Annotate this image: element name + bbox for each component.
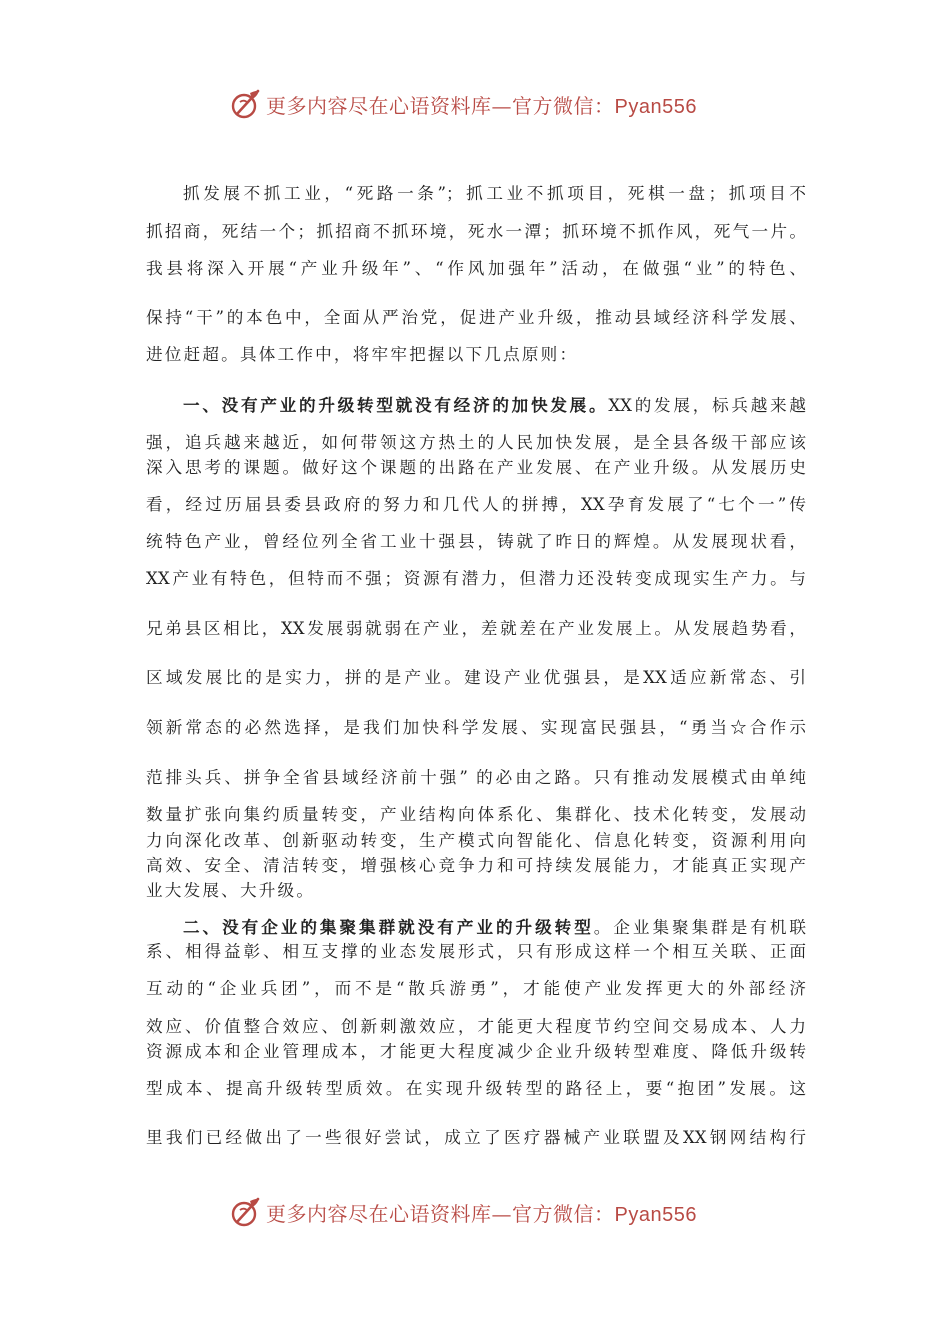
text-line: [183, 915, 806, 940]
text-line: 型成本、提高升级转型质效。在实现升级转型的路径上，要“抱团”发展。这: [146, 1079, 806, 1098]
text-line: 效应、价值整合效应、创新刺激效应，才能更大程度节约空间交易成本、人力: [146, 1017, 806, 1036]
text-line: 区域发展比的是实力，拼的是产业。建设产业优强县，是XX适应新常态、引: [146, 668, 806, 687]
text-span: 。企业集聚集群是有机联: [593, 918, 807, 937]
quill-seal-icon: [228, 87, 262, 121]
text-line: 里我们已经做出了一些很好尝试，成立了医疗器械产业联盟及XX钢网结构行: [146, 1128, 806, 1147]
text-line: 领新常态的必然选择，是我们加快科学发展、实现富民强县，“勇当☆合作示: [146, 718, 806, 737]
text-span: XX的发展，标兵越来越: [608, 396, 806, 415]
text-line: 抓招商，死结一个；抓招商不抓环境，死水一潭；抓环境不抓作风，死气一片。: [146, 222, 806, 241]
text-line: [183, 393, 806, 418]
text-line: 统特色产业，曾经位列全省工业十强县，铸就了昨日的辉煌。从发展现状看，: [146, 532, 806, 551]
watermark-wechat-id: Pyan556: [614, 95, 697, 118]
text-line: 进位赶超。具体工作中，将牢牢把握以下几点原则：: [146, 345, 579, 364]
text-line: 看，经过历届县委县政府的努力和几代人的拼搏，XX孕育发展了“七个一”传: [146, 495, 806, 514]
text-line: 深入思考的课题。做好这个课题的出路在产业发展、在产业升级。从发展历史: [146, 458, 806, 477]
text-line: 兄弟县区相比，XX发展弱就弱在产业，差就差在产业发展上。从发展趋势看，: [146, 619, 806, 638]
text-line: 抓发展不抓工业，“死路一条”；抓工业不抓项目，死棋一盘；抓项目不: [183, 184, 806, 203]
text-line: 系、相得益彰、相互支撑的业态发展形式，只有形成这样一个相互关联、正面: [146, 942, 806, 961]
section-heading: 二、没有企业的集聚集群就没有产业的升级转型: [183, 917, 594, 937]
watermark-wechat-id: Pyan556: [614, 1203, 697, 1226]
text-line: 数量扩张向集约质量转变，产业结构向体系化、集群化、技术化转变，发展动: [146, 805, 806, 824]
text-line: 互动的“企业兵团”，而不是“散兵游勇”，才能使产业发挥更大的外部经济: [146, 979, 806, 998]
text-line: 强，追兵越来越近，如何带领这方热土的人民加快发展，是全县各级干部应该: [146, 433, 806, 452]
section-heading: 一、没有产业的升级转型就没有经济的加快发展。: [183, 395, 609, 415]
footer-watermark: [228, 1194, 728, 1230]
quill-seal-icon: [228, 1195, 262, 1229]
watermark-text: [266, 90, 697, 119]
header-watermark: [228, 86, 728, 122]
watermark-text: [266, 1198, 697, 1227]
text-line: 高效、安全、清洁转变，增强核心竞争力和可持续发展能力，才能真正实现产: [146, 856, 806, 875]
watermark-label: 更多内容尽在心语资料库—官方微信：: [266, 1201, 615, 1226]
text-line: XX产业有特色，但特而不强；资源有潜力，但潜力还没转变成现实生产力。与: [146, 569, 806, 588]
text-line: 业大发展、大升级。: [146, 881, 316, 900]
text-line: 范排头兵、拼争全省县域经济前十强” 的必由之路。只有推动发展模式由单纯: [146, 768, 806, 787]
text-line: 力向深化改革、创新驱动转变，生产模式向智能化、信息化转变，资源利用向: [146, 831, 806, 850]
text-line: 我县将深入开展“产业升级年”、“作风加强年”活动，在做强“业”的特色、: [146, 259, 806, 278]
text-line: 保持“干”的本色中，全面从严治党，促进产业升级，推动县域经济科学发展、: [146, 308, 806, 327]
text-line: 资源成本和企业管理成本，才能更大程度减少企业升级转型难度、降低升级转: [146, 1042, 806, 1061]
watermark-label: 更多内容尽在心语资料库—官方微信：: [266, 93, 615, 118]
